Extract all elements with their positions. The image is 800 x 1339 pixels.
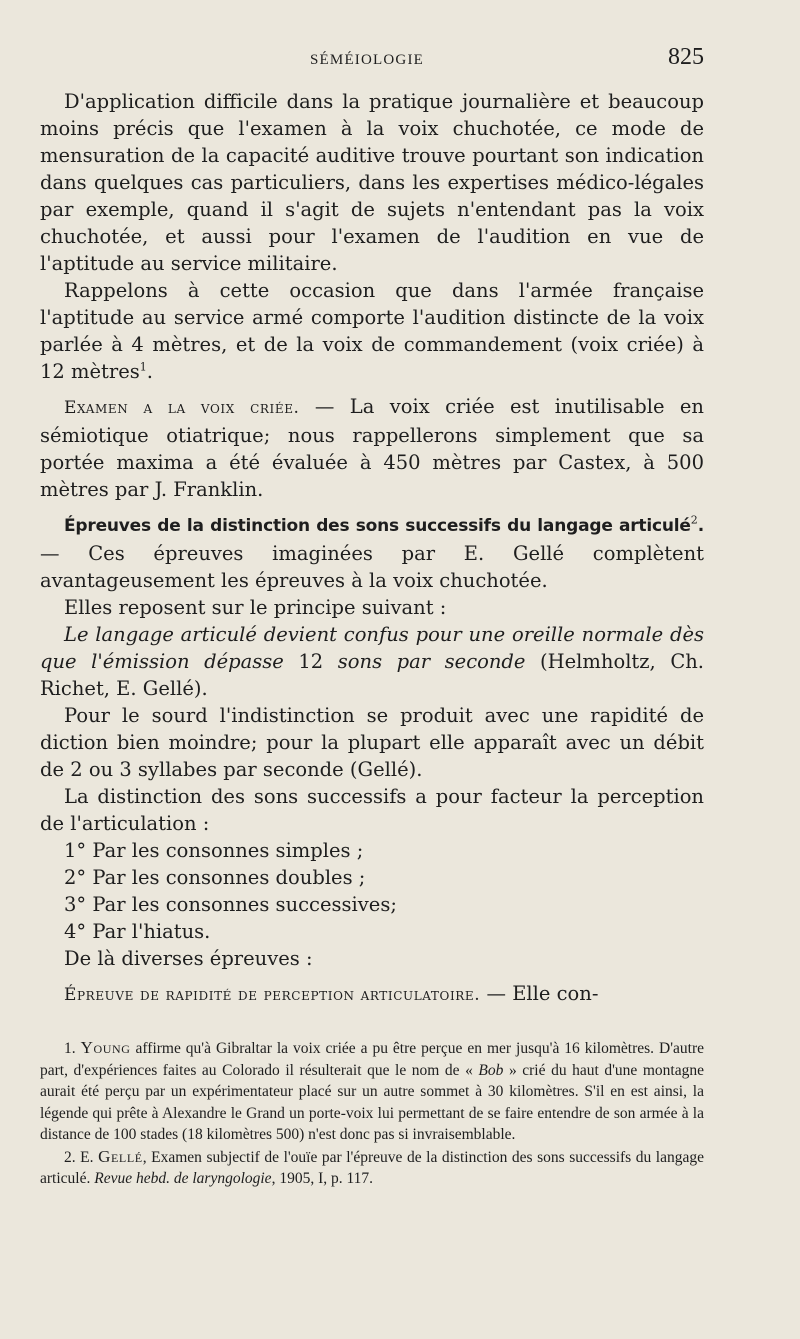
footnote-text: , 1905, I, p. 117. (271, 1170, 374, 1187)
paragraph-text: D'application difficile dans la pratique journalière et beaucoup moins précis que l'examen à la voix chuchotée, ce mode de mensuration de la capacité auditive trouve pourtant son indication dans quelques cas particuliers, dans les expertises médico-légales par exemple, quand il s'agit de sujets n'entendant pas la voix chuchotée, et aussi pour l'examen de l'audition en vue de l'aptitude au service militaire. (40, 90, 704, 275)
paragraph (40, 702, 704, 783)
paragraph-text: — Ces épreuves imaginées par E. Gellé complètent avantageusement les épreuves à la voix chuchotée. (40, 542, 704, 592)
author-name: Young (80, 1038, 131, 1057)
paragraph (40, 277, 704, 385)
paragraph-text: De là diverses épreuves : (64, 947, 313, 970)
list-item: 4° Par l'hiatus. (64, 920, 211, 943)
paragraph-text: Rappelons à cette occasion que dans l'armée française l'aptitude au service armé comporte l'audition distincte de la voix parlée à 4 mètres, et de la voix de commandement (voix criée) à 12 mètres (40, 279, 704, 383)
italic-text: Le langage articulé devient confus pour une oreille normale dès que l'émission dépasse (40, 623, 704, 673)
paragraph-text: La distinction des sons successifs a pour facteur la perception de l'articulation : (40, 785, 704, 835)
paragraph (40, 783, 704, 837)
footnote-text: affirme qu'à Gibraltar la voix criée a pu être perçue en mer jusqu'à 16 kilomètres. D'autre part, d'expériences faites au Colorado il résulterait que le nom de « (40, 1040, 704, 1079)
section-heading: Examen a la voix criée. (64, 398, 300, 418)
footnote-text: , Examen subjectif de l'ouïe par l'épreuve de la distinction des sons successifs du langage articulé. (40, 1148, 704, 1187)
list-item: 3° Par les consonnes successives; (64, 893, 397, 916)
italic-text: sons par seconde (337, 650, 526, 673)
section-heading: Épreuve de rapidité de perception articulatoire. (64, 985, 481, 1005)
footnote-text: » crié du haut d'une montagne aurait été perçu par un expérimentateur placé sur un autre sommet à 30 kilomètres. S'il en est ainsi, la légende qui prête à Alexandre le Grand un porte-voix lui permettant de se faire entendre de son armée à la distance de 100 stades (18 kilomètres 500) n'est donc pas si invraisemblable. (40, 1061, 704, 1143)
paragraph-text: 12 (283, 650, 338, 673)
paragraph (40, 980, 704, 1009)
paragraph (40, 621, 704, 702)
paragraph-text: — Elle con- (480, 982, 599, 1005)
paragraph-text: — La voix criée est inutilisable en sémiotique otiatrique; nous rappellerons simplement que sa portée maxima a été évaluée à 450 mètres par Castex, à 500 mètres par J. Franklin. (40, 395, 704, 501)
punctuation: . (146, 360, 153, 383)
paragraph-text: (Helmholtz, Ch. Richet, E. Gellé). (40, 650, 704, 700)
footnote-ref: 2 (690, 513, 698, 527)
paragraph (40, 88, 704, 277)
paragraph-text: Elles reposent sur le principe suivant : (64, 596, 447, 619)
footnote-number: 2. E. (64, 1148, 99, 1166)
footnote (40, 1037, 704, 1146)
italic-text: Bob (478, 1061, 504, 1079)
paragraph (40, 945, 704, 972)
author-name: Gellé (98, 1146, 143, 1166)
paragraph (40, 393, 704, 503)
footnotes (40, 1037, 704, 1190)
footnote-ref: 1 (139, 360, 147, 374)
paragraph-text: Pour le sourd l'indistinction se produit avec une rapidité de diction bien moindre; pour la plupart elle apparaît avec un débit de 2 ou 3 syllabes par seconde (Gellé). (40, 704, 704, 781)
punctuation: . (697, 516, 704, 536)
page-header (40, 44, 704, 74)
body-text (40, 88, 704, 1009)
paragraph (40, 511, 704, 594)
list-item: 2° Par les consonnes doubles ; (64, 866, 366, 889)
page-number: 825 (668, 44, 704, 70)
paragraph (40, 594, 704, 621)
footnote (40, 1146, 704, 1190)
section-heading: Épreuves de la distinction des sons successifs du langage articulé (64, 516, 691, 536)
running-head: SÉMÉIOLOGIE (310, 52, 425, 68)
list-item: 1° Par les consonnes simples ; (64, 839, 364, 862)
footnote-number: 1. (64, 1040, 81, 1057)
journal-title: Revue hebd. de laryngologie (94, 1170, 272, 1187)
